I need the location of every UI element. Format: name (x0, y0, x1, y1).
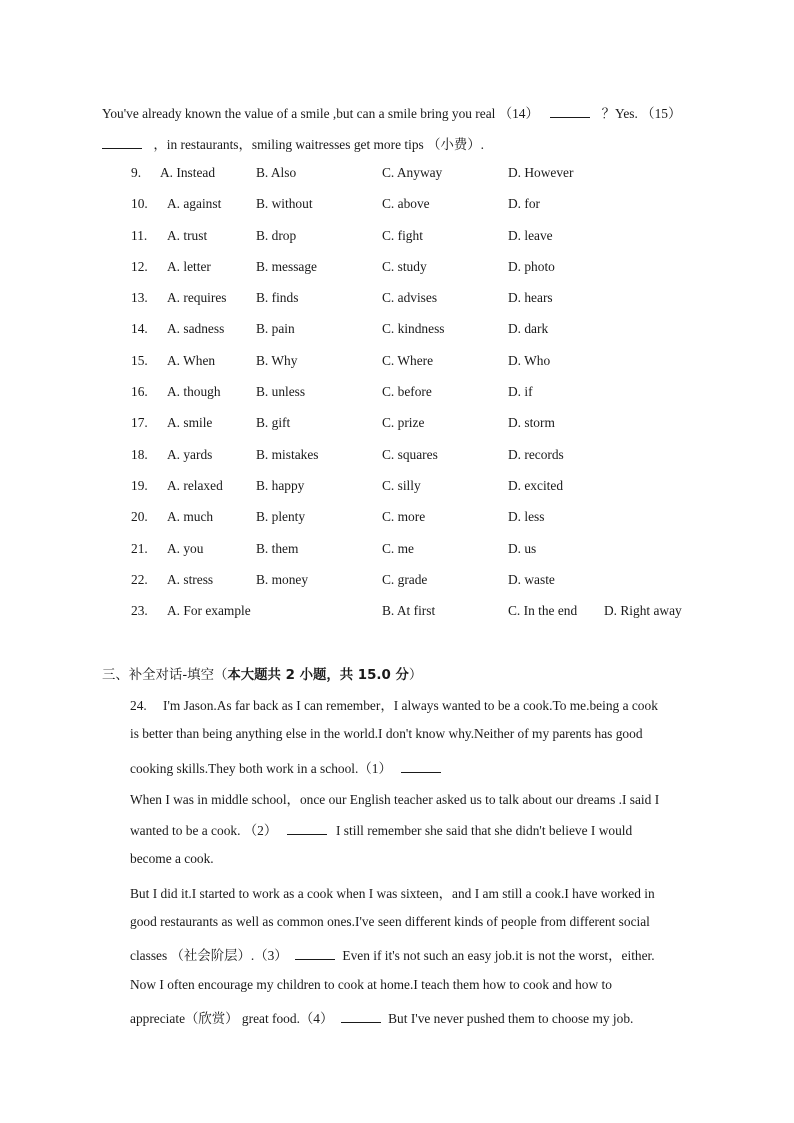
passage-text: classes （社会阶层）.（3） (130, 948, 288, 964)
question-row (0, 321, 794, 352)
passage-line (130, 789, 690, 820)
option-a: A. When (167, 352, 216, 368)
option-a: A. For example (167, 603, 251, 619)
passage-line (130, 883, 690, 914)
section-heading-prefix: 三、补全对话-填空（ (102, 668, 228, 683)
option-b: B. unless (256, 384, 306, 400)
option-b: B. happy (256, 477, 305, 493)
intro-text-2: ，in restaurants，smiling waitresses get more tips （小费）. (153, 137, 484, 152)
passage-line (130, 758, 690, 789)
passage-line (130, 851, 690, 882)
passage-line (130, 914, 690, 945)
option-c: C. more (382, 509, 426, 525)
option-b: B. without (256, 196, 313, 212)
option-b: B. drop (256, 227, 297, 243)
option-d: D. if (508, 384, 533, 400)
option-b: B. Why (256, 352, 298, 368)
option-a: A. requires (167, 290, 227, 306)
question-row (0, 447, 794, 478)
passage-text: I still remember she said that she didn't believe I would (335, 823, 633, 839)
question-row (0, 228, 794, 259)
question-number: 10. (131, 196, 148, 212)
question-number: 15. (131, 352, 148, 368)
question-row (0, 603, 794, 634)
question-number: 13. (131, 290, 148, 306)
option-a: A. against (167, 196, 222, 212)
question-row (0, 541, 794, 572)
option-c: C. me (382, 540, 414, 556)
question-row (0, 509, 794, 540)
option-c: C. In the end (508, 603, 578, 619)
option-c: C. before (382, 384, 432, 400)
option-d: D. Who (508, 352, 551, 368)
blank-4 (341, 1010, 381, 1023)
question-number: 18. (131, 446, 148, 462)
option-b: B. finds (256, 290, 299, 306)
option-c: C. grade (382, 571, 428, 587)
question-number: 24. (130, 698, 147, 713)
option-a: A. smile (167, 415, 213, 431)
options-list (0, 165, 794, 634)
passage-line (130, 726, 690, 757)
intro-text-1-end: ？Yes. （15） (601, 106, 682, 121)
option-d: D. photo (508, 258, 555, 274)
option-d: D. dark (508, 321, 549, 337)
option-c: C. above (382, 196, 430, 212)
option-d: D. us (508, 540, 537, 556)
option-b: B. them (256, 540, 299, 556)
passage-text: wanted to be a cook. （2） (130, 823, 278, 839)
passage-line (130, 695, 690, 726)
blank-15 (102, 136, 142, 149)
option-a: A. stress (167, 571, 214, 587)
option-d: D. excited (508, 477, 564, 493)
passage-text: Even if it's not such an easy job.it is not the worst，either. (342, 948, 655, 964)
option-b: B. At first (382, 603, 436, 619)
option-d: D. for (508, 196, 540, 212)
question-number: 19. (131, 477, 148, 493)
passage-text: is better than being anything else in the world.I don't know why.Neither of my parents has good (130, 726, 643, 742)
option-c: C. Where (382, 352, 434, 368)
option-b: B. pain (256, 321, 295, 337)
passage-text: appreciate（欣赏） great food.（4） (130, 1010, 334, 1026)
option-a: A. letter (167, 258, 211, 274)
passage-line (130, 1008, 690, 1039)
passage-text: But I did it.I started to work as a cook when I was sixteen，and I am still a cook.I have worked in (130, 885, 655, 901)
passage-text: cooking skills.They both work in a school.（1） (130, 760, 392, 776)
option-b: B. Also (256, 165, 297, 180)
blank-3 (295, 947, 335, 960)
option-b: B. money (256, 571, 309, 587)
option-c: C. squares (382, 446, 438, 462)
option-b: B. plenty (256, 509, 306, 525)
question-number: 17. (131, 415, 148, 431)
option-d: D. storm (508, 415, 555, 431)
option-c: C. prize (382, 415, 425, 431)
passage-text: Now I often encourage my children to cook at home.I teach them how to cook and how to (130, 976, 612, 992)
option-a: A. you (167, 540, 204, 556)
option-c: C. fight (382, 227, 423, 243)
passage-text: become a cook. (130, 851, 214, 867)
option-c: C. silly (382, 477, 421, 493)
passage-line (130, 977, 690, 1008)
option-c: C. study (382, 258, 427, 274)
option-b: B. mistakes (256, 446, 319, 462)
question-number: 14. (131, 321, 148, 337)
question-row (0, 290, 794, 321)
option-a: A. trust (167, 227, 208, 243)
option-c: C. Anyway (382, 165, 443, 180)
passage-text: When I was in middle school，once our English teacher asked us to talk about our dreams .I said I (130, 791, 660, 807)
option-d: D. records (508, 446, 564, 462)
passage-line (130, 945, 690, 976)
question-row (0, 353, 794, 384)
option-d: D. Right away (604, 603, 682, 619)
question-row (0, 478, 794, 509)
option-d: D. less (508, 509, 545, 525)
question-number: 9. (131, 165, 142, 180)
blank-1 (401, 760, 441, 773)
question-row (0, 415, 794, 446)
question-number: 16. (131, 384, 148, 400)
question-number: 23. (131, 603, 148, 619)
intro-text-1: You've already known the value of a smile ,but can a smile bring you real （14） (102, 106, 539, 121)
intro-line-2 (102, 134, 484, 153)
option-d: D. However (508, 165, 574, 180)
question-number: 11. (131, 227, 148, 243)
option-d: D. hears (508, 290, 553, 306)
option-a: A. sadness (167, 321, 225, 337)
question-row (0, 196, 794, 227)
question-row (0, 259, 794, 290)
question-row (0, 572, 794, 603)
passage-text: good restaurants as well as common ones.I've seen different kinds of people from different social (130, 914, 650, 930)
option-d: D. leave (508, 227, 553, 243)
passage-text: But I've never pushed them to choose my job. (388, 1010, 634, 1026)
question-number: 22. (131, 571, 148, 587)
question-number: 12. (131, 258, 148, 274)
option-d: D. waste (508, 571, 555, 587)
option-c: C. kindness (382, 321, 445, 337)
option-a: A. relaxed (167, 477, 223, 493)
option-a: A. Instead (160, 165, 216, 180)
option-b: B. message (256, 258, 317, 274)
dialogue-passage (130, 695, 690, 1039)
section-heading-bold: 本大题共 2 小题，共 15.0 分 (227, 668, 409, 683)
question-number: 21. (131, 540, 148, 556)
intro-line-1 (102, 103, 681, 122)
section-heading-suffix: ） (408, 668, 423, 683)
option-b: B. gift (256, 415, 291, 431)
option-a: A. though (167, 384, 221, 400)
question-row (0, 165, 794, 196)
option-c: C. advises (382, 290, 438, 306)
option-a: A. much (167, 509, 214, 525)
question-number: 20. (131, 509, 148, 525)
section-heading (102, 664, 422, 683)
option-a: A. yards (167, 446, 213, 462)
question-row (0, 384, 794, 415)
passage-line (130, 820, 690, 851)
passage-text: I'm Jason.As far back as I can remember，I always wanted to be a cook.To me.being a cook (163, 698, 658, 713)
blank-14 (550, 105, 590, 118)
blank-2 (287, 822, 327, 835)
